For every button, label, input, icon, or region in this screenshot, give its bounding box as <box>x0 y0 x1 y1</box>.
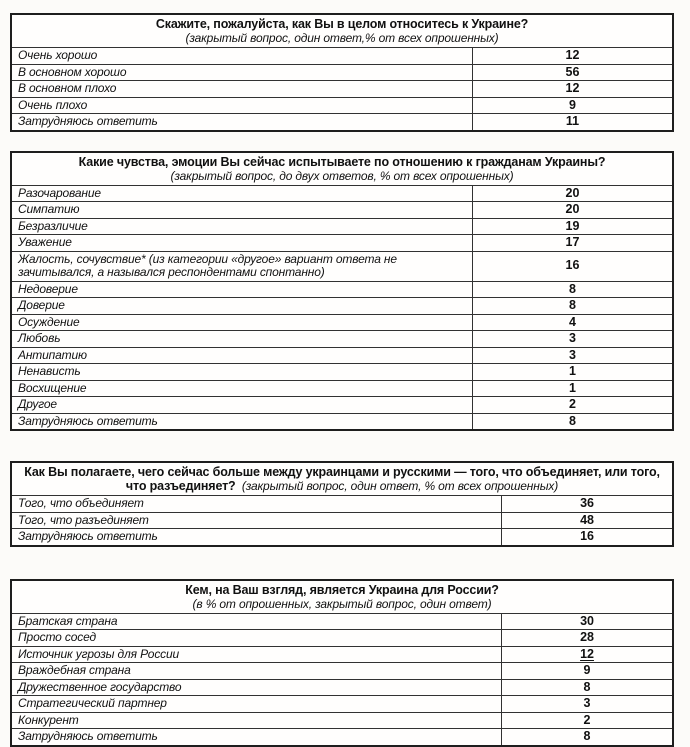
table-row <box>11 397 673 414</box>
answer-value: 48 <box>502 512 673 529</box>
answer-value: 36 <box>502 496 673 513</box>
answer-value: 3 <box>472 331 673 348</box>
answer-label: Очень плохо <box>11 97 472 114</box>
answer-label: Восхищение <box>11 380 472 397</box>
answer-label: Затрудняюсь ответить <box>11 413 472 430</box>
answer-value: 12 <box>502 646 673 663</box>
answer-value: 20 <box>472 185 673 202</box>
answer-label: В основном плохо <box>11 81 472 98</box>
table-header <box>11 152 673 186</box>
answer-value: 2 <box>472 397 673 414</box>
answer-label: Осуждение <box>11 314 472 331</box>
table-question-title: Кем, на Ваш взгляд, является Украина для России? <box>185 582 499 597</box>
table-row <box>11 679 673 696</box>
table-question-subtitle: (в % от опрошенных, закрытый вопрос, один ответ) <box>192 596 492 611</box>
answer-label: Ненависть <box>11 364 472 381</box>
answer-value: 1 <box>472 380 673 397</box>
table-row <box>11 81 673 98</box>
answer-value: 8 <box>472 413 673 430</box>
table-row <box>11 696 673 713</box>
answer-label: Жалость, сочувствие* (из категории «другое» вариант ответа не зачитывался, а назывался респондентами спонтанно) <box>11 251 472 281</box>
answer-value: 28 <box>502 630 673 647</box>
table-row <box>11 97 673 114</box>
answer-label: Безразличие <box>11 218 472 235</box>
table-row <box>11 529 673 546</box>
table-header <box>11 462 673 496</box>
table-row <box>11 281 673 298</box>
answer-label: Очень хорошо <box>11 48 472 65</box>
table-header-row <box>11 580 673 614</box>
answer-value: 17 <box>472 235 673 252</box>
answer-label: Симпатию <box>11 202 472 219</box>
answer-label: Затрудняюсь ответить <box>11 114 472 131</box>
answer-label: Дружественное государство <box>11 679 502 696</box>
answer-value: 4 <box>472 314 673 331</box>
survey-table-attitude-to-ukraine <box>10 13 674 132</box>
table-row <box>11 218 673 235</box>
answer-label: Любовь <box>11 331 472 348</box>
table-row <box>11 663 673 680</box>
survey-table-feelings-to-ukrainians <box>10 151 674 432</box>
answer-label: Конкурент <box>11 712 502 729</box>
answer-label: Источник угрозы для России <box>11 646 502 663</box>
table-question-title: Какие чувства, эмоции Вы сейчас испытываете по отношению к гражданам Украины? <box>78 154 606 169</box>
table-row <box>11 646 673 663</box>
answer-value: 16 <box>472 251 673 281</box>
answer-label: Уважение <box>11 235 472 252</box>
answer-label: Того, что объединяет <box>11 496 502 513</box>
table-question-subtitle: (закрытый вопрос, один ответ,% от всех опрошенных) <box>185 31 499 45</box>
answer-value: 19 <box>472 218 673 235</box>
answer-label: Затрудняюсь ответить <box>11 729 502 746</box>
answer-value: 1 <box>472 364 673 381</box>
table-question-subtitle: (закрытый вопрос, до двух ответов, % от всех опрошенных) <box>170 168 514 183</box>
answer-value: 3 <box>472 347 673 364</box>
survey-table-ukraine-role-for-russia <box>10 579 674 747</box>
table-row <box>11 496 673 513</box>
answer-label: Того, что разъединяет <box>11 512 502 529</box>
answer-label: В основном хорошо <box>11 64 472 81</box>
table-row <box>11 48 673 65</box>
table-row <box>11 251 673 281</box>
table-row <box>11 314 673 331</box>
table-header-row <box>11 14 673 48</box>
answer-value: 8 <box>502 729 673 746</box>
table-row <box>11 331 673 348</box>
table-row <box>11 235 673 252</box>
table-row <box>11 630 673 647</box>
table-row <box>11 202 673 219</box>
table-row <box>11 413 673 430</box>
answer-label: Доверие <box>11 298 472 315</box>
answer-label: Затрудняюсь ответить <box>11 529 502 546</box>
table-header-row <box>11 152 673 186</box>
answer-label: Стратегический партнер <box>11 696 502 713</box>
table-header-row <box>11 462 673 496</box>
table-row <box>11 347 673 364</box>
answer-value: 9 <box>502 663 673 680</box>
table-question-title: Как Вы полагаете, чего сейчас больше между украинцами и русскими — того, что объединяет, или того, что разъединяет? <box>24 465 660 493</box>
answer-value: 20 <box>472 202 673 219</box>
answer-value: 8 <box>502 679 673 696</box>
table-row <box>11 185 673 202</box>
answer-value: 9 <box>472 97 673 114</box>
answer-value: 56 <box>472 64 673 81</box>
answer-value: 8 <box>472 281 673 298</box>
answer-label: Недоверие <box>11 281 472 298</box>
table-row <box>11 729 673 746</box>
answer-label: Враждебная страна <box>11 663 502 680</box>
answer-label: Антипатию <box>11 347 472 364</box>
table-row <box>11 364 673 381</box>
table-header <box>11 14 673 48</box>
table-row <box>11 712 673 729</box>
table-row <box>11 298 673 315</box>
answer-label: Разочарование <box>11 185 472 202</box>
answer-value: 11 <box>472 114 673 131</box>
survey-table-unites-or-divides <box>10 461 674 547</box>
answer-label: Просто сосед <box>11 630 502 647</box>
answer-label: Братская страна <box>11 613 502 630</box>
table-row <box>11 114 673 131</box>
answer-value: 30 <box>502 613 673 630</box>
answer-value: 12 <box>472 81 673 98</box>
table-header <box>11 580 673 614</box>
answer-value: 8 <box>472 298 673 315</box>
answer-value: 3 <box>502 696 673 713</box>
answer-value: 2 <box>502 712 673 729</box>
table-row <box>11 380 673 397</box>
table-row <box>11 64 673 81</box>
table-question-subtitle: (закрытый вопрос, один ответ, % от всех опрошенных) <box>241 479 559 493</box>
table-row <box>11 613 673 630</box>
answer-value: 12 <box>472 48 673 65</box>
answer-value: 16 <box>502 529 673 546</box>
table-row <box>11 512 673 529</box>
table-question-title: Скажите, пожалуйста, как Вы в целом относитесь к Украине? <box>155 17 529 31</box>
answer-label: Другое <box>11 397 472 414</box>
